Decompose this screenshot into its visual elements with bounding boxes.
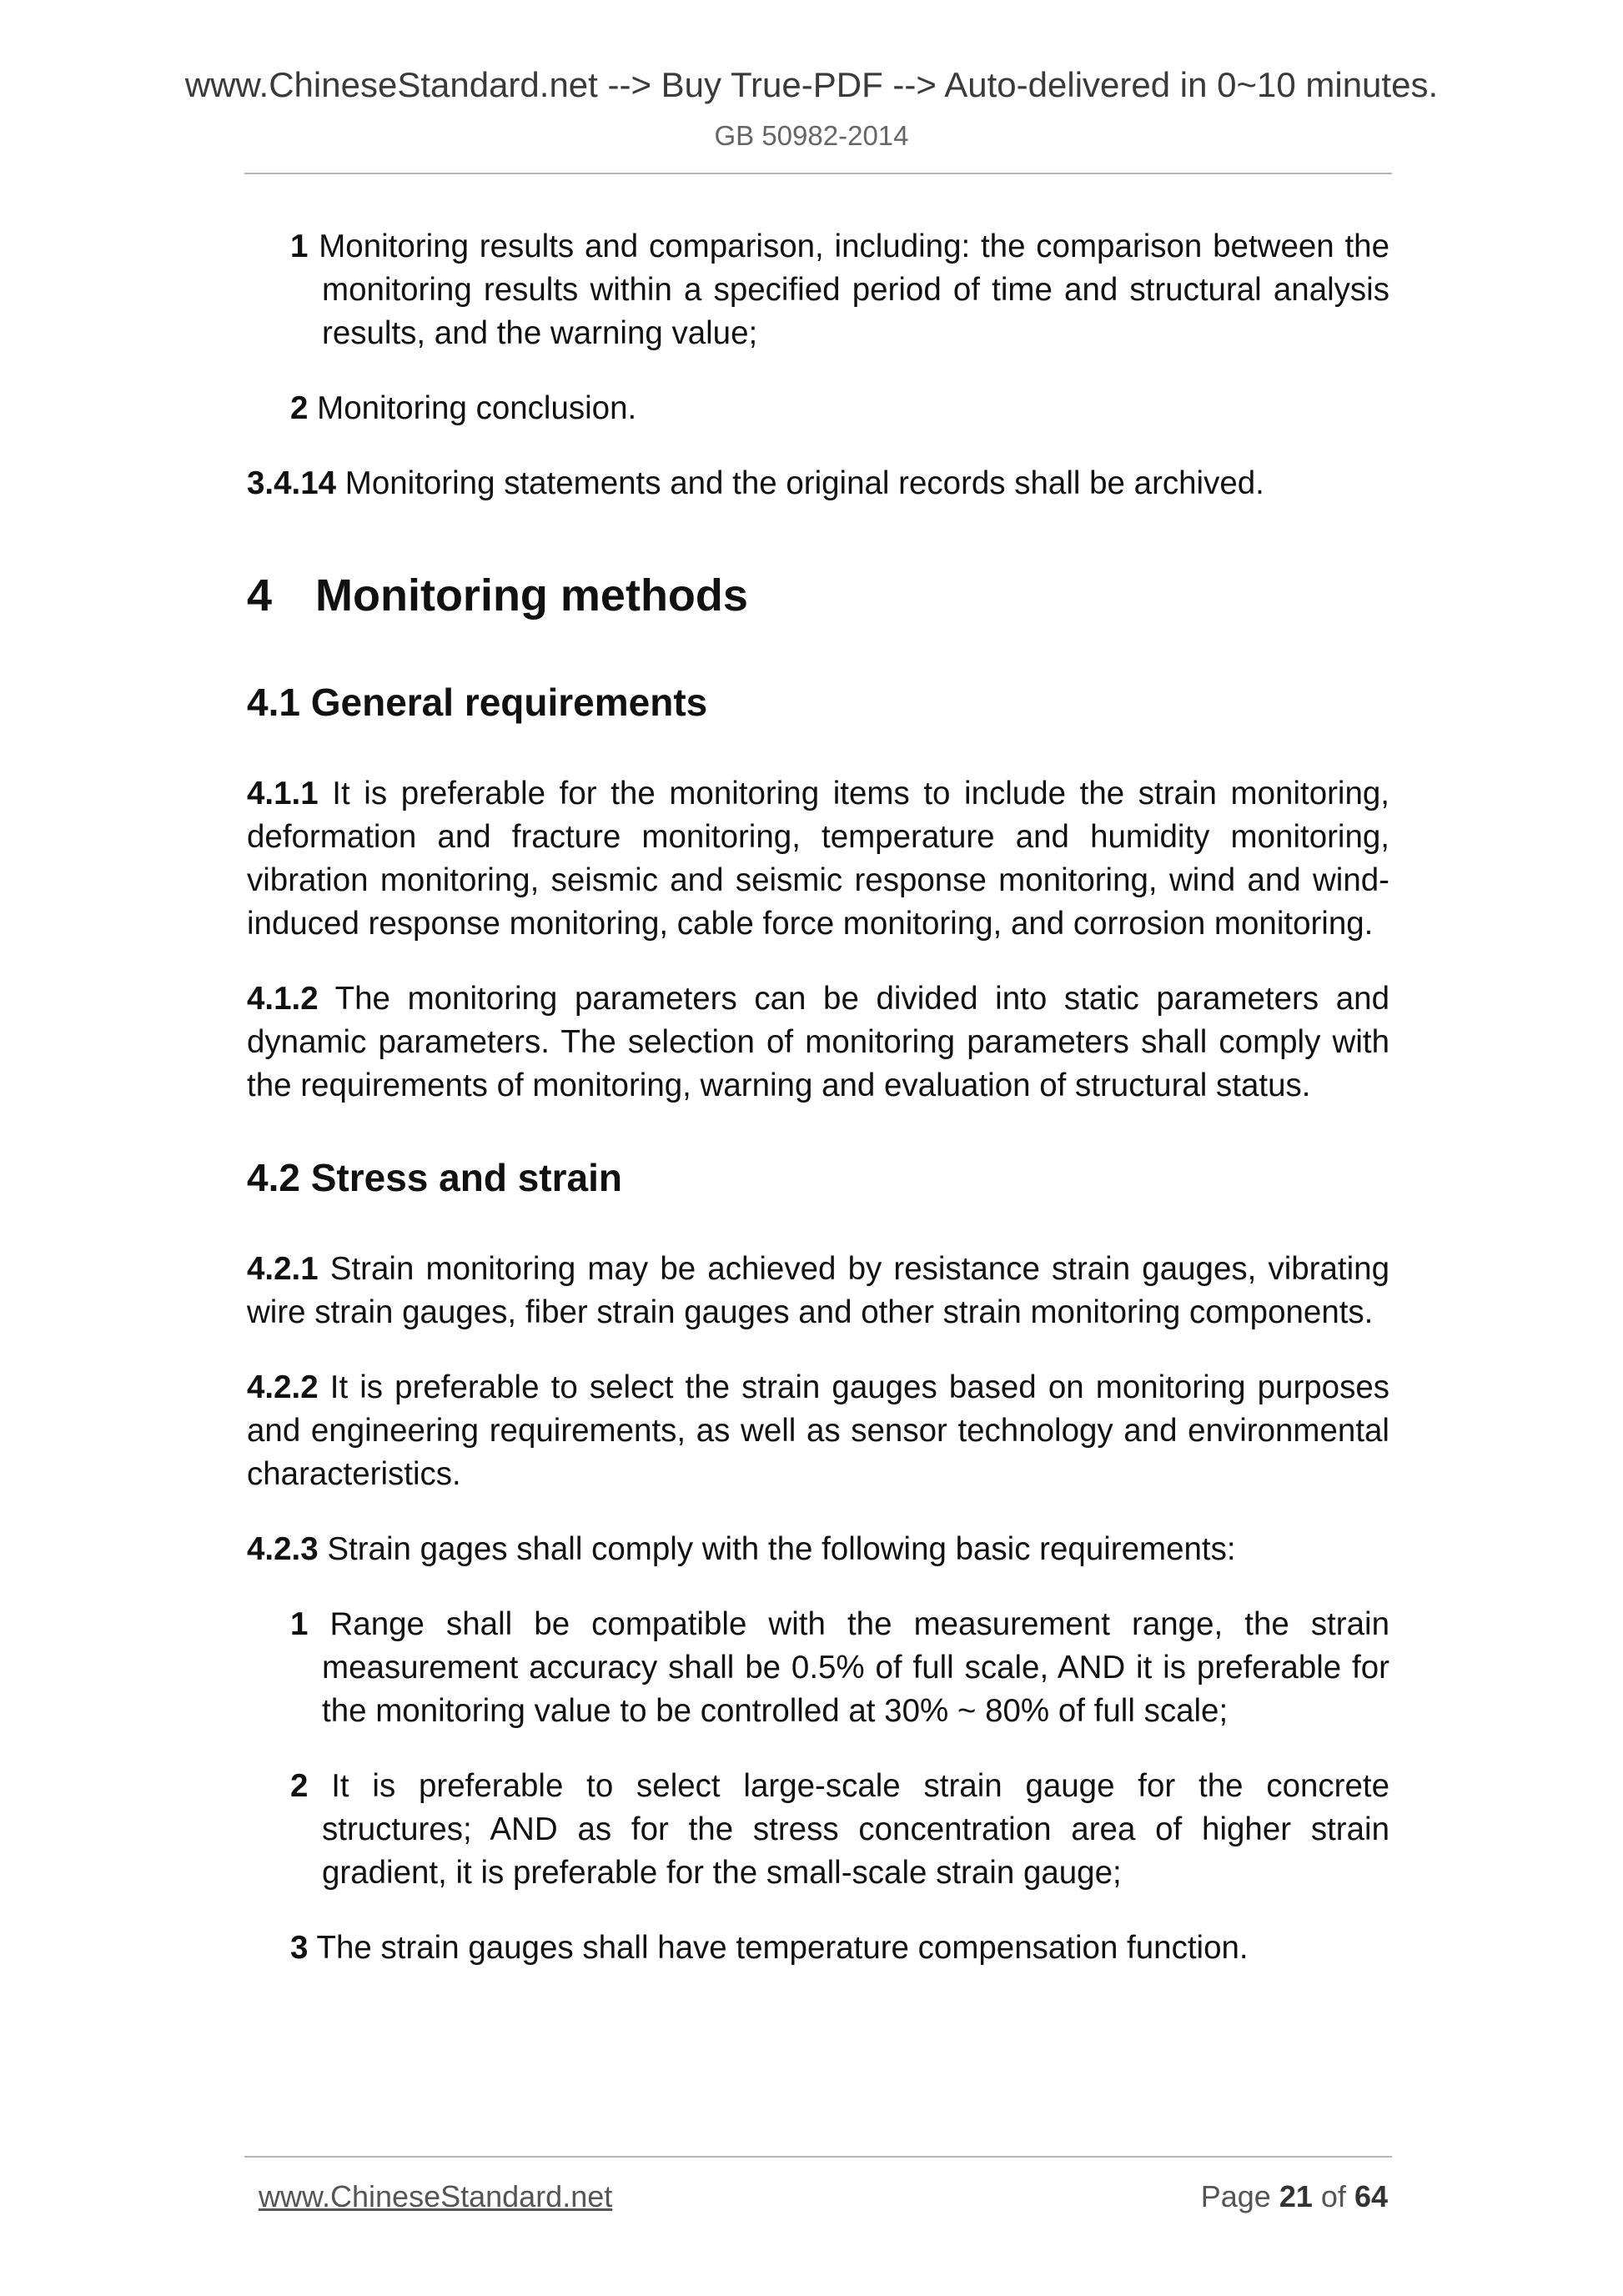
page-total: 64 bbox=[1354, 2179, 1388, 2213]
item-number: 2 bbox=[290, 390, 309, 426]
clause bbox=[247, 1248, 1389, 1334]
section-heading: 4.2 Stress and strain bbox=[247, 1156, 622, 1199]
clause bbox=[247, 977, 1389, 1108]
list-item bbox=[290, 1765, 1389, 1895]
page-number bbox=[1201, 2179, 1388, 2214]
item-number: 2 bbox=[290, 1768, 309, 1804]
item-text: Monitoring conclusion. bbox=[317, 390, 637, 426]
list-item bbox=[290, 225, 1389, 355]
item-number: 1 bbox=[290, 1606, 309, 1642]
list-item bbox=[290, 1927, 1389, 1970]
item-text: Range shall be compatible with the measurement range, the strain measurement accuracy shall be 0.5% of full scale, AND it is preferable for the monitoring value to be controlled at 30% ~ 80% of full scale; bbox=[322, 1606, 1389, 1729]
footer-divider bbox=[244, 2156, 1392, 2158]
clause bbox=[247, 772, 1389, 946]
clause-text: Strain gages shall comply with the following basic requirements: bbox=[327, 1531, 1236, 1567]
clause-text: It is preferable for the monitoring items to include the strain monitoring, deformation and fracture monitoring, temperature and humidity monitoring, vibration monitoring, seismic and seismic response monitoring, wind and wind-induced response monitoring, cable force monitoring, and corrosion monitoring. bbox=[247, 776, 1389, 942]
clause-text: Strain monitoring may be achieved by resistance strain gauges, vibrating wire strain gauges, fiber strain gauges and other strain monitoring components. bbox=[247, 1251, 1389, 1330]
header-divider bbox=[244, 173, 1392, 174]
chapter-heading bbox=[247, 569, 1389, 622]
item-number: 1 bbox=[290, 229, 309, 264]
chapter-title: Monitoring methods bbox=[315, 570, 748, 620]
clause-number: 4.1.1 bbox=[247, 776, 319, 811]
item-text: Monitoring results and comparison, including: the comparison between the monitoring results within a specified period of time and structural analysis results, and the warning value; bbox=[319, 229, 1389, 351]
clause bbox=[247, 462, 1389, 505]
clause-number: 3.4.14 bbox=[247, 465, 337, 501]
clause-text: The monitoring parameters can be divided into static parameters and dynamic parameters. The selection of monitoring parameters shall comply with the requirements of monitoring, warning and evaluation of structural status. bbox=[247, 981, 1389, 1103]
clause-number: 4.2.2 bbox=[247, 1369, 319, 1405]
item-number: 3 bbox=[290, 1930, 309, 1966]
clause-number: 4.2.3 bbox=[247, 1531, 319, 1567]
list-item bbox=[290, 1603, 1389, 1733]
clause bbox=[247, 1366, 1389, 1496]
page-content bbox=[247, 225, 1389, 2002]
clause-text: Monitoring statements and the original records shall be archived. bbox=[344, 465, 1264, 501]
page-current: 21 bbox=[1279, 2179, 1313, 2213]
page-label: Page bbox=[1200, 2179, 1271, 2213]
chapter-number: 4 bbox=[247, 570, 273, 620]
clause-text: It is preferable to select the strain gauges based on monitoring purposes and engineering requirements, as well as sensor technology and environmental characteristics. bbox=[247, 1369, 1389, 1492]
standard-code: GB 50982-2014 bbox=[714, 120, 909, 151]
clause bbox=[247, 1528, 1389, 1571]
list-item bbox=[290, 387, 1389, 430]
item-text: It is preferable to select large-scale strain gauge for the concrete structures; AND as for the stress concentration area of higher strain gradient, it is preferable for the small-scale strain gauge; bbox=[322, 1768, 1389, 1891]
section-heading: 4.1 General requirements bbox=[247, 681, 708, 724]
item-text: The strain gauges shall have temperature compensation function. bbox=[316, 1930, 1249, 1966]
clause-number: 4.1.2 bbox=[247, 981, 319, 1017]
page-of-label: of bbox=[1320, 2179, 1346, 2213]
header-banner: www.ChineseStandard.net --> Buy True-PDF --> Auto-delivered in 0~10 minutes. bbox=[184, 65, 1439, 104]
clause-number: 4.2.1 bbox=[247, 1251, 319, 1287]
footer-website-link[interactable]: www.ChineseStandard.net bbox=[259, 2179, 613, 2213]
